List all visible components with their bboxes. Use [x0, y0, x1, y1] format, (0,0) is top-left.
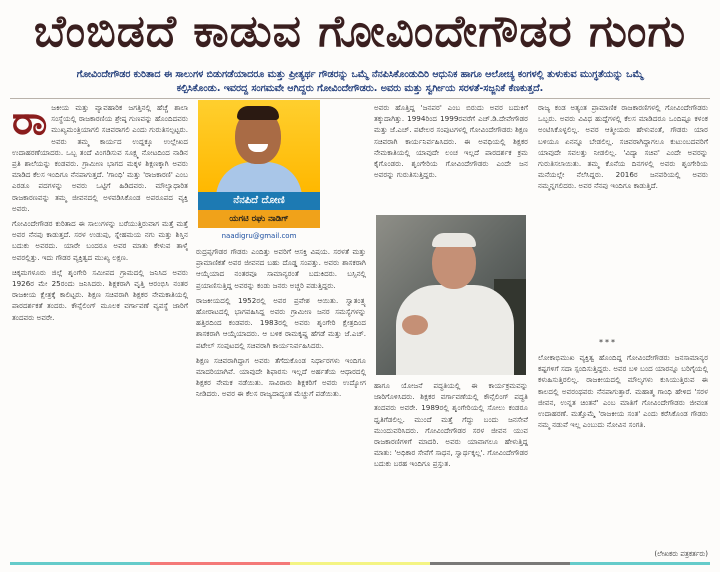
column-3-top: [374, 102, 528, 212]
column-3-paragraph-2: ಹಾಗೂ ಯೋಜನೆ ಪದ್ಧತಿಯಲ್ಲಿ ಈ ಕಾರ್ಯಕ್ರಮವನ್ನು ಜಾರಿಗೊಳಿಸಿದರು. ಶಿಕ್ಷಕರ ವರ್ಗಾವಣೆಯಲ್ಲಿ ಕೌನ್ಸೆಲಿಂಗ್ ಪದ್ಧತಿ ತಂದವರು ಅವರೇ. 1989ರಲ್ಲಿ ಶೃಂಗೇರಿಯಲ್ಲಿ ಸೋಲು ಕಂಡರೂ ಧೃತಿಗೆಡಲಿಲ್ಲ. ಮುಂದೆ ಮತ್ತೆ ಗೆದ್ದು ಬಂದು ಜನಸೇವೆ ಮುಂದುವರಿಸಿದರು. ಗೋವಿಂದೇಗೌಡರ ಸರಳ ಜೀವನ ಯುವ ರಾಜಕಾರಣಿಗಳಿಗೆ ಮಾದರಿ. ಅವರು ಯಾವಾಗಲೂ ಹೇಳುತ್ತಿದ್ದ ಮಾತು: 'ಅಧಿಕಾರ ಸೇವೆಗೆ ಸಾಧನ, ಸ್ವಾರ್ಥಕ್ಕಲ್ಲ'. ಗೋವಿಂದೇಗೌಡರ ಬದುಕು ಬರಹ ಇಂದಿಗೂ ಪ್ರಸ್ತುತ.: [374, 381, 528, 469]
column-4-paragraph-1: ರಾಜ್ಯ ಕಂಡ ಅತ್ಯಂತ ಪ್ರಾಮಾಣಿಕ ರಾಜಕಾರಣಿಗಳಲ್ಲಿ ಗೋವಿಂದೇಗೌಡರು ಒಬ್ಬರು. ಅವರು ವಿವಿಧ ಹುದ್ದೆಗಳಲ್ಲಿ ಕೆಲಸ ಮಾಡಿದರೂ ಒಂದಿಷ್ಟೂ ಕಳಂಕ ಅಂಟಿಸಿಕೊಳ್ಳಲಿಲ್ಲ. ಅವರ ಆತ್ಮೀಯರು ಹೇಳುವಂತೆ, ಗೌಡರು ಯಾರ ಬಳಿಯೂ ಏನನ್ನೂ ಬೇಡಲಿಲ್ಲ. ಸಚಿವರಾಗಿದ್ದಾಗಲೂ ಕುಟುಂಬದವರಿಗೆ ಯಾವುದೇ ಸವಲತ್ತು ನೀಡಲಿಲ್ಲ. 'ವಿದ್ಯಾ ಸಚಿವ' ಎಂದೇ ಅವರನ್ನು ಗುರುತಿಸಲಾಯಿತು. ತಮ್ಮ ಕೊನೆಯ ದಿನಗಳಲ್ಲಿ ಅವರು ಶೃಂಗೇರಿಯ ಮನೆಯಲ್ಲೇ ನೆಲೆಸಿದ್ದರು. 2016ರ ಜನವರಿಯಲ್ಲಿ ಅವರು ನಮ್ಮನ್ನಗಲಿದರು. ಅವರ ನೆನಪು ಇಂದಿಗೂ ಕಾಡುತ್ತಿದೆ.: [538, 103, 708, 191]
column-1-paragraph-1: ಜಕೀಯ ಮತ್ತು ವ್ಯಾವಹಾರಿಕ ಜಗತ್ತಿನಲ್ಲಿ ಹೆಚ್ಚೆ ಶಾಲಾ ಸಂಸ್ಥೆಯಲ್ಲಿ ರಾಜಕಾರಣಿಯ ಶ್ರೇಷ್ಠ ಗುಣವನ್ನು ಹೊಂದಿದವರು ಮುಖ್ಯಮಂತ್ರಿಯಾಗಲಿ ಸಚಿವರಾಗಲಿ ಎಂದು ಗುರುತಿಸಲ್ಪಟ್ಟರು. ಅವರು ತಮ್ಮ ಕಾರ್ಯದ ಉದ್ದಕ್ಕೂ ಉಲ್ಲೇಖದ ಉದಾಹರಣೆಯಾದರು. ಒಬ್ಬ ತಂದೆ ವಿಂಗಡಿಸುವ ಸೂಕ್ಷ್ಮ ನೋಟದಿಂದ ನಾಡಿನ ಪ್ರತಿ ಶಾಲೆಯನ್ನು ಕಂಡವರು. ಗ್ರಾಮೀಣ ಭಾಗದ ಮಕ್ಕಳ ಶಿಕ್ಷಣಕ್ಕಾಗಿ ಅವರು ಮಾಡಿದ ಕೆಲಸ ಇಂದಿಗೂ ನೆನಪಾಗುತ್ತದೆ. 'ಗಾಂಧಿ' ಮತ್ತು 'ರಾಜಕಾರಣಿ' ಎಂಬ ಎರಡೂ ಪದಗಳನ್ನು ಅವರು ಒಟ್ಟಿಗೆ ಹಿಡಿದವರು. ಮೌಲ್ಯಾಧಾರಿತ ರಾಜಕಾರಣವನ್ನು ತಮ್ಮ ಜೀವನದಲ್ಲಿ ಅಳವಡಿಸಿಕೊಂಡ ಅಪರೂಪದ ವ್ಯಕ್ತಿ ಅವರು.: [12, 103, 188, 213]
column-1: [12, 102, 188, 556]
column-2-paragraph-3: ಶಿಕ್ಷಣ ಸಚಿವರಾಗಿದ್ದಾಗ ಅವರು ತೆಗೆದುಕೊಂಡ ನಿರ್ಧಾರಗಳು ಇಂದಿಗೂ ಮಾದರಿಯಾಗಿವೆ. ಯಾವುದೇ ಶಿಫಾರಸು ಇಲ್ಲದೆ ಅರ್ಹತೆಯ ಆಧಾರದಲ್ಲಿ ಶಿಕ್ಷಕರ ನೇಮಕ ನಡೆಯಿತು. ಸಾವಿರಾರು ಶಿಕ್ಷಕರಿಗೆ ಅವರು ಉದ್ಯೋಗ ನೀಡಿದರು. ಅವರ ಈ ಕೆಲಸ ರಾಜ್ಯದಾದ್ಯಂತ ಮೆಚ್ಚುಗೆ ಪಡೆಯಿತು.: [196, 355, 366, 399]
column-1-paragraph-2: ಗೋವಿಂದೇಗೌಡರ ಕುರಿತಾದ ಈ ಸಾಲುಗಳನ್ನು ಬರೆಯುತ್ತಿರುವಾಗ ಮತ್ತೆ ಮತ್ತೆ ಅವರ ನೆನಪು ಕಾಡುತ್ತದೆ. ಸರಳ ಉಡುಪು, ಸ್ನೇಹಮಯ ನಗು ಮತ್ತು ಶಿಸ್ತಿನ ಬದುಕು ಅವರದು. ಯಾರೇ ಬಂದರೂ ಅವರ ಮಾತು ಕೇಳುವ ತಾಳ್ಮೆ ಅವರಲ್ಲಿತ್ತು. ಇದು ಗೌಡರ ವ್ಯಕ್ತಿತ್ವದ ಮುಖ್ಯ ಲಕ್ಷಣ.: [12, 219, 188, 262]
column-name-banner: ನೆನಪಿದೆ ದೋಣಿ: [198, 192, 320, 210]
column-3-paragraph-1: ಅವರು ಹೊತ್ತಿದ್ದ 'ಜನಪರ' ಎಂಬ ಬಿರುದು ಅವರ ಬದುಕಿಗೆ ತಕ್ಕುದಾಗಿತ್ತು. 1994ರಿಂದ 1999ರವರೆಗೆ ಎಚ್.ಡಿ.ದೇವೇಗೌಡರ ಮತ್ತು ಜೆ.ಎಚ್. ಪಟೇಲರ ಸಂಪುಟಗಳಲ್ಲಿ ಗೋವಿಂದೇಗೌಡರು ಶಿಕ್ಷಣ ಸಚಿವರಾಗಿ ಕಾರ್ಯನಿರ್ವಹಿಸಿದರು. ಈ ಅವಧಿಯಲ್ಲಿ ಶಿಕ್ಷಕರ ನೇಮಕಾತಿಯಲ್ಲಿ ಯಾವುದೇ ಲಂಚ ಇಲ್ಲದೆ ಪಾರದರ್ಶಕ ಕ್ರಮ ಕೈಗೊಂಡರು. ಶೃಂಗೇರಿಯ ಗೋವಿಂದೇಗೌಡರು ಎಂದೇ ಜನ ಅವರನ್ನು ಗುರುತಿಸುತ್ತಿದ್ದರು.: [374, 103, 528, 180]
author-byline: ಯಗಟಿ ರಘು ನಾಡಿಗ್: [198, 210, 320, 228]
headline: ಬೆಂಬಿಡದೆ ಕಾಡುವ ಗೋವಿಂದೇಗೌಡರ ಗುಂಗು: [33, 6, 687, 57]
author-email: naadigru@gmail.com: [221, 232, 297, 240]
drop-cap: ರಾ: [12, 102, 48, 144]
column-4-paragraph-2: ಲೋಕಾಭಿಮುಖ ವ್ಯಕ್ತಿತ್ವ ಹೊಂದಿದ್ದ ಗೋವಿಂದೇಗೌಡರು ಜನಸಾಮಾನ್ಯರ ಕಷ್ಟಗಳಿಗೆ ಸದಾ ಸ್ಪಂದಿಸುತ್ತಿದ್ದರು. ಅವರ ಬಳಿ ಬಂದ ಯಾರನ್ನೂ ಬರಿಗೈಯಲ್ಲಿ ಕಳುಹಿಸುತ್ತಿರಲಿಲ್ಲ. ರಾಜಕೀಯದಲ್ಲಿ ಮೌಲ್ಯಗಳು ಕುಸಿಯುತ್ತಿರುವ ಈ ಕಾಲದಲ್ಲಿ ಅವರಂಥವರು ನೆನಪಾಗುತ್ತಾರೆ. ಮಹಾತ್ಮ ಗಾಂಧಿ ಹೇಳಿದ 'ಸರಳ ಜೀವನ, ಉನ್ನತ ಚಿಂತನೆ' ಎಂಬ ಮಾತಿಗೆ ಗೋವಿಂದೇಗೌಡರು ಜೀವಂತ ಉದಾಹರಣೆ. ಮತ್ತೊಮ್ಮೆ 'ರಾಜಕೀಯ ಸಂತ' ಎಂದು ಕರೆಸಿಕೊಂಡ ಗೌಡರು ನಮ್ಮ ನಡುವೆ ಇಲ್ಲ ಎಂಬುದು ನೋವಿನ ಸಂಗತಿ.: [538, 353, 708, 430]
govindegowda-photo: [376, 215, 526, 375]
column-4-bottom: [538, 352, 708, 546]
top-divider: [10, 98, 710, 99]
author-credit: (ಲೇಖಕರು ಪತ್ರಕರ್ತರು): [654, 550, 708, 558]
column-3-bottom: [374, 380, 528, 556]
section-separator: ***: [599, 338, 617, 347]
author-portrait: [198, 100, 320, 192]
column-4-top: [538, 102, 708, 334]
column-2-paragraph-2: ರಾಜಕೀಯದಲ್ಲಿ 1952ರಲ್ಲಿ ಅವರ ಪ್ರವೇಶ ಆಯಿತು. ಸ್ವಾತಂತ್ರ್ಯ ಹೋರಾಟದಲ್ಲಿ ಭಾಗವಹಿಸಿದ್ದ ಅವರು ಗ್ರಾಮೀಣ ಜನರ ಸಮಸ್ಯೆಗಳನ್ನು ಹತ್ತಿರದಿಂದ ಕಂಡವರು. 1983ರಲ್ಲಿ ಅವರು ಶೃಂಗೇರಿ ಕ್ಷೇತ್ರದಿಂದ ಶಾಸಕರಾಗಿ ಆಯ್ಕೆಯಾದರು. ಆ ಬಳಿಕ ರಾಮಕೃಷ್ಣ ಹೆಗಡೆ ಮತ್ತು ಜೆ.ಎಚ್. ಪಟೇಲ್ ಸಂಪುಟದಲ್ಲಿ ಸಚಿವರಾಗಿ ಕಾರ್ಯನಿರ್ವಹಿಸಿದರು.: [196, 295, 366, 350]
column-2-paragraph-1: ರುದ್ರಪ್ಪಗೌಡರ ಗೌಡರು ಎಂದಿತ್ತು ಅವರಿಗೆ ಆಸಕ್ತಿ ವಿಷಯ. ಸರಳತೆ ಮತ್ತು ಪ್ರಾಮಾಣಿಕತೆ ಅವರ ಜೀವನದ ಬಹು ದೊಡ್ಡ ಸಂಪತ್ತು. ಅವರು ಶಾಸಕರಾಗಿ ಆಯ್ಕೆಯಾದ ನಂತರವೂ ಸಾಮಾನ್ಯರಂತೆ ಬದುಕಿದರು. ಬಸ್ಸಿನಲ್ಲಿ ಪ್ರಯಾಣಿಸುತ್ತಿದ್ದ ಅವರನ್ನು ಕಂಡು ಜನರು ಅಚ್ಚರಿ ಪಡುತ್ತಿದ್ದರು.: [196, 247, 366, 290]
subheadline: ಗೋವಿಂದೇಗೌಡರ ಕುರಿತಾದ ಈ ಸಾಲುಗಳ ಬಿಡುಗಡೆಯಾದರೂ ಮತ್ತು ಪ್ರೀತ್ಯರ್ಥ ಗೌಡರನ್ನು ಒಮ್ಮೆ ನೆನಪಿಸಿಕೊಂಡುದಿರಿ ಆಧುನಿಕ ಹಾಗೂ ಆಲೋಚ್ಯ ಕಂಗಳಲ್ಲಿ ತುಳುಕುವ ಮುಗ್ಧತೆಯನ್ನು ಒಮ್ಮೆ ಕಲ್ಪಿಸಿಕೊಂಡು. ಇವರದ್ದ ಸಂಗಮವೇ ಆಗಿದ್ದರು ಗೋವಿಂದೇಗೌಡರು. ಅವರು ಮತ್ತು ಸ್ವರ್ಗೀಯ ಸರಳತೆ-ಸಜ್ಜನಿಕೆ ಕೆಣಕುತ್ತದೆ.: [76, 69, 644, 94]
column-1-paragraph-3: ಚಿಕ್ಕಮಗಳೂರು ಜಿಲ್ಲೆ ಶೃಂಗೇರಿ ಸಮೀಪದ ಗ್ರಾಮದಲ್ಲಿ ಜನಿಸಿದ ಅವರು 1926ರ ಮೇ 25ರಂದು ಜನಿಸಿದರು. ಶಿಕ್ಷಕರಾಗಿ ವೃತ್ತಿ ಆರಂಭಿಸಿ ನಂತರ ರಾಜಕೀಯ ಕ್ಷೇತ್ರಕ್ಕೆ ಕಾಲಿಟ್ಟರು. ಶಿಕ್ಷಣ ಸಚಿವರಾಗಿ ಶಿಕ್ಷಕರ ನೇಮಕಾತಿಯಲ್ಲಿ ಪಾರದರ್ಶಕತೆ ತಂದರು. ಕೌನ್ಸೆಲಿಂಗ್ ಮೂಲಕ ವರ್ಗಾವಣೆ ವ್ಯವಸ್ಥೆ ಜಾರಿಗೆ ತಂದವರು ಅವರೇ.: [12, 267, 188, 322]
column-2: [196, 246, 366, 556]
print-registration-strip: [10, 562, 710, 565]
